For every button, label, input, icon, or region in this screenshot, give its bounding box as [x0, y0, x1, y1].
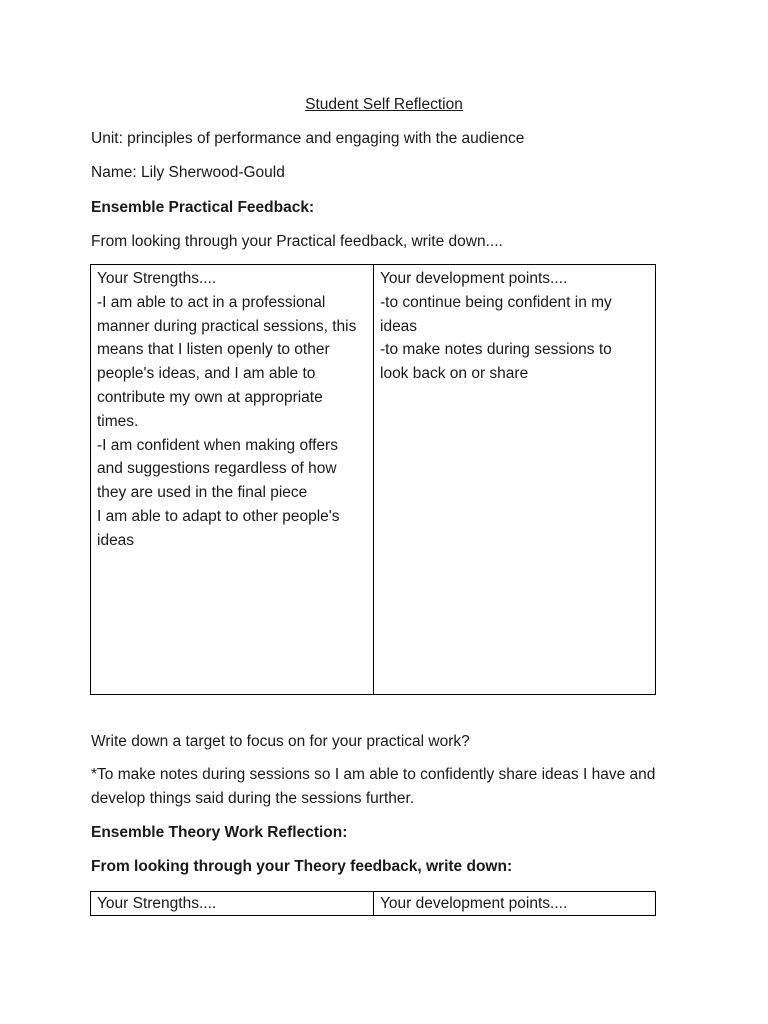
practical-feedback-heading: Ensemble Practical Feedback: [91, 199, 315, 216]
practical-development-cell: Your development points.... -to continue being confident in my ideas -to make notes during sessions to look back on or share [380, 270, 612, 383]
target-answer-line-1: *To make notes during sessions so I am able to confidently share ideas I have and [91, 766, 656, 783]
theory-development-cell: Your development points.... [380, 895, 568, 912]
student-name-line: Name: Lily Sherwood-Gould [91, 164, 285, 181]
theory-feedback-table [90, 891, 656, 916]
theory-feedback-prompt: From looking through your Theory feedback, write down: [91, 858, 513, 875]
practical-feedback-prompt: From looking through your Practical feedback, write down.... [91, 233, 503, 250]
theory-strengths-cell: Your Strengths.... [91, 892, 374, 915]
page-title: Student Self Reflection [305, 96, 463, 113]
practical-strengths-cell: Your Strengths.... -I am able to act in a professional manner during practical sessions, this means that I listen openly to other people's ideas, and I am able to contribute my own at appropriate times. -I am confident when making offers and suggestions regardless of how they are used in the final piece I am able to adapt to other people's ideas [91, 265, 374, 694]
practical-feedback-table [90, 264, 656, 695]
unit-line: Unit: principles of performance and engaging with the audience [91, 130, 525, 147]
theory-reflection-heading: Ensemble Theory Work Reflection: [91, 824, 348, 841]
target-question: Write down a target to focus on for your practical work? [91, 733, 470, 750]
target-answer-line-2: develop things said during the sessions further. [91, 790, 415, 807]
